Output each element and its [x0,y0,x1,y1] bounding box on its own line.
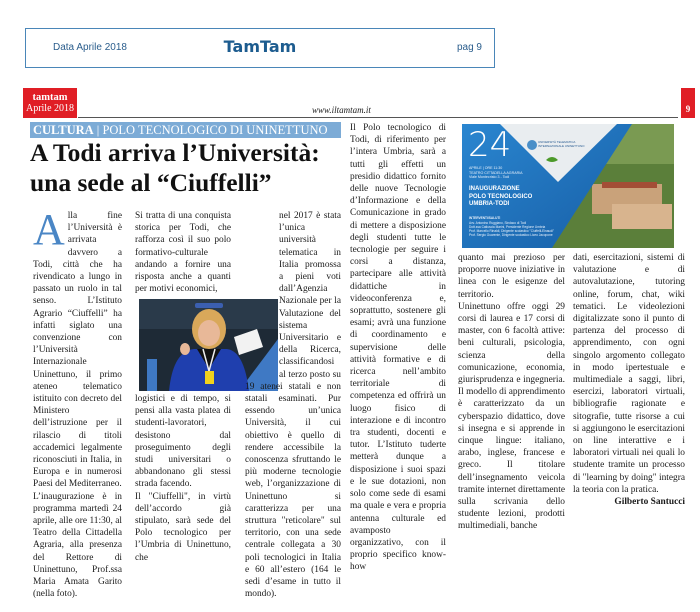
article-paragraph: logistici e di tempo, si pensi alla vasta platea di studenti-lavoratori, desistono dal proseguimento degli studi universitari o abbandonano gli stessi strada facendo. [135,394,231,490]
article-column-2-bottom [135,393,231,564]
section-subject: POLO TECNOLOGICO DI UNINETTUNO [102,123,328,137]
poster-title-line: POLO TECNOLOGICO [469,193,533,200]
poster-interventi-label: INTERVENTI/SALUTI [469,216,501,220]
photo-wrap-spacer [245,295,279,380]
article-column-5 [458,252,565,533]
clipping-title: TamTam [223,37,297,56]
clipping-page: pag 9 [456,42,482,53]
section-separator: | [96,123,100,137]
article-paragraph: Il Polo tecnologico di Todi, di riferimento per l’intera Umbria, sarà a tutti gli effetti un presidio didattico fornito delle nuove Tecnologie d’Informazione e della Comunicazione in grado di mettere a disposizione degli studenti tutte le tecnologie per seguire i corsi a distanza, partecipare alle attività didattiche in videoconferenza e, soprattutto, sostenere gli esami; avrà una funzione di coordinamento e supervisione delle attività formative e di ricerca nell’ambito territoriale di competenza ed offrirà un luogo fisico di interazione e di incontro tra studenti, docenti e tutor. L’Istituto tuderte metterà dunque a disposizione i suoi spazi e le sue dotazioni, non solo come sede di esami ma quale e vera e propria antenna culturale ed avamposto organizzativo, con il proprio specifico know-how [350,123,446,573]
poster-when: APRILE | ORE 11:30 [469,166,503,170]
poster-details [469,166,523,180]
masthead-rule [78,117,678,118]
article-paragraph: Si tratta di una conquista storica per Todi, che rafforza così il suo polo formativo-culturale andando a fornire una risposta anche a quanti per motivi economici, [135,211,231,295]
section-banner [30,122,341,138]
article-column-3 [245,210,341,601]
article-column-2 [135,210,231,295]
poster-title-line: INAUGURAZIONE [469,186,520,192]
poster-logo-text [538,140,585,148]
article-column-1 [33,205,122,601]
author-signature: Gilberto Santucci [614,497,685,508]
poster-venue: TEATRO CITTADELLA AGRARIA [469,170,523,175]
drop-cap: A [33,205,65,254]
poster-logo-line: UNIVERSITÀ TELEMATICA [538,140,576,144]
headline-line-2: una sede al “Ciuffelli” [30,168,272,197]
event-poster [462,124,674,248]
poster-title [469,186,532,209]
masthead-date: Aprile 2018 [25,103,75,114]
paragraph-text: lla fine l’Università è arrivata davvero a Todi, città che ha rivendicato a lungo in passato un ruolo in tal senso. L’Istituto Agrario “Ciuffelli” ha infatti siglato una convenzione con l’Università Internazionale Uninettuno, il primo ateneo telematico istituito con decreto del Ministero dell’istruzione per il rilascio di titoli accademici legalmente riconosciuti in Italia, in Europa e in numerosi Paesi del Mediterraneo. [33,211,122,490]
poster-title-line: UMBRIA-TODI [469,201,510,207]
article-paragraph: L’inaugurazione è in programma martedì 24 aprile, alle ore 11:30, al Teatro della Cittadella Agraria, alla presenza del Rettore di Uninettuno, Prof.ssa Maria Amata Garito (nella foto). [33,491,122,600]
headline [30,138,345,198]
poster-day: 24 [468,125,512,165]
masthead-page-number: 9 [681,88,695,118]
masthead-badge [23,88,77,118]
article-paragraph: dati, esercitazioni, sistemi di valutazione e di autovalutazione, tutoring online, forum, chat, wiki tematici. Le videolezioni digitalizzate sono il punto di partenza del processo di apprendimento, con ogni singolo argomento collegato in modo ipertestuale e multimediale a saggi, libri, esercizi, laboratori virtuali, bibliografie ragionate e sitografie, tutte risorse a cui si aggiungono le esercitazioni on line interattive e i laboratori virtuali nei quali lo studente tramite un processo di "learning by doing" integra la teoria con la pratica. [573,253,685,495]
poster-speaker: Dott.ssa Catiuscia Marini, Presidente Regione Umbria [469,225,546,229]
article-paragraph [33,205,122,491]
article-column-4 [350,122,446,574]
poster-address: Viale Montecristo 3 - Todi [469,175,510,179]
poster-logo-line: INTERNAZIONALE UNINETTUNO [538,144,585,148]
poster-speaker: Avv. Antonino Ruggiano, Sindaco di Todi [469,221,527,225]
article-paragraph: Uninettuno offre oggi 29 corsi di laurea e 17 corsi di master, con 6 facoltà attive: beni culturali, psicologia, scienza della comunicazione, economia, giurisprudenza e ingegneria. Il modello di apprendimento è caratterizzato da un cyberspazio didattico, dove si insegna e si apprende in cinque lingue: italiano, arabo, inglese, francese e greco. Il titolare dell’insegnamento veicola tramite internet direttamente sulla scrivania dello studente lezioni, prodotti multimediali, banche [458,301,566,532]
poster-speaker: Prof. Marcello Rinaldi, Dirigente scolastico "Ciuffelli-Einaudi" [469,229,554,233]
headline-line-1: A Todi arriva l’Università: [30,138,320,167]
poster-speaker: Prof. Sergio Guarente, Dirigente scolastico Liceo Jacopone [469,233,553,237]
masthead-site: www.iltamtam.it [312,105,371,115]
article-column-6 [573,252,685,508]
article-paragraph: nel 2017 è stata l’unica università telematica in Italia promossa a pieni voti dall’Agenzia Nazionale per la Valutazione del sistema Universitario e della Ricerca, classificandosi al terzo posto su 19 atenei statali e non statali esaminati. Pur essendo un’unica Università, il cui obiettivo è quello di rendere accessibile la conoscenza sfruttando le più moderne tecnologie web, l’organizzazione di Uninettuno si caratterizza per una struttura "reticolare" sul territorio, con una sede centrale collegata a 30 poli tecnologici in Italia e 60 all’estero (164 le sedi d’esame in tutto il mondo). [245,211,341,600]
poster-speakers [469,216,554,237]
article-paragraph: Il "Ciuffelli", in virtù dell’accordo già stipulato, sarà sede del Polo tecnologico per l’Umbria di Uninettuno, che [135,491,231,563]
clipping-date: Data Aprile 2018 [53,42,127,53]
masthead-name: tamtam [32,92,68,103]
clipping-header [25,28,495,68]
article-paragraph: quanto mai prezioso per proporre nuove iniziative in linea con le esigenze del territorio. [458,253,565,300]
section-category: CULTURA [33,123,94,137]
